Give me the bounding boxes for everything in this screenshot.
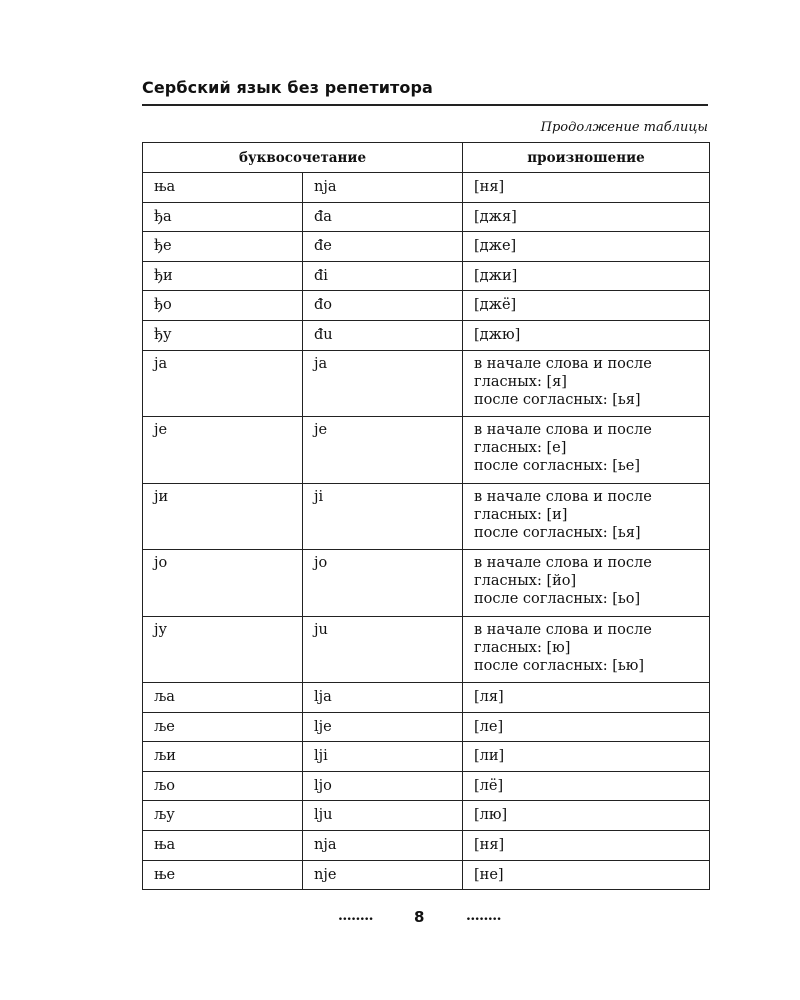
cell-cyrillic: ђо [143, 291, 303, 321]
table-row [143, 173, 710, 203]
pronunciation-after-consonant: после согласных: [ьо] [474, 591, 641, 608]
pronunciation-initial: в начале слова и после гласных: [йо] [474, 555, 652, 590]
cell-cyrillic: ју [143, 616, 303, 683]
page-header-title: Сербский язык без репетитора [142, 78, 433, 97]
table-header-row [143, 143, 710, 173]
cell-latin: lja [303, 683, 463, 713]
table-row [143, 417, 710, 484]
cell-cyrillic: ље [143, 712, 303, 742]
pronunciation-after-consonant: после согласных: [ье] [474, 458, 641, 475]
table-row [143, 616, 710, 683]
cell-cyrillic: ји [143, 483, 303, 550]
cell-pronunciation: [ли] [463, 742, 710, 772]
cell-cyrillic: ђе [143, 232, 303, 262]
cell-pronunciation: [ля] [463, 683, 710, 713]
cell-pronunciation [463, 350, 710, 417]
cell-latin: đe [303, 232, 463, 262]
cell-cyrillic: ља [143, 683, 303, 713]
cell-cyrillic: ђу [143, 320, 303, 350]
table-row [143, 742, 710, 772]
pronunciation-table [142, 142, 710, 890]
table-row [143, 801, 710, 831]
cell-cyrillic: љу [143, 801, 303, 831]
cell-pronunciation: [лё] [463, 771, 710, 801]
cell-pronunciation: [лю] [463, 801, 710, 831]
cell-latin: đi [303, 261, 463, 291]
cell-latin: lje [303, 712, 463, 742]
footer-dots-right: ........ [466, 908, 501, 924]
cell-pronunciation: [джю] [463, 320, 710, 350]
cell-pronunciation: [дже] [463, 232, 710, 262]
cell-latin: đo [303, 291, 463, 321]
cell-cyrillic: љи [143, 742, 303, 772]
table-row [143, 683, 710, 713]
pronunciation-after-consonant: после согласных: [ья] [474, 524, 641, 541]
cell-pronunciation: [ле] [463, 712, 710, 742]
table-row [143, 320, 710, 350]
table-row [143, 232, 710, 262]
cell-latin: đa [303, 202, 463, 232]
cell-pronunciation: [не] [463, 860, 710, 890]
table-row [143, 860, 710, 890]
table-row [143, 483, 710, 550]
table-continuation-note: Продолжение таблицы [540, 120, 708, 135]
cell-latin: jo [303, 550, 463, 617]
cell-pronunciation [463, 417, 710, 484]
cell-pronunciation: [ня] [463, 831, 710, 861]
cell-cyrillic: љо [143, 771, 303, 801]
cell-cyrillic: ња [143, 831, 303, 861]
cell-latin: je [303, 417, 463, 484]
table-row [143, 712, 710, 742]
page-number: 8 [414, 908, 425, 926]
header-pronunciation: произношение [463, 143, 710, 173]
cell-latin: ji [303, 483, 463, 550]
pronunciation-initial: в начале слова и после гласных: [ю] [474, 621, 652, 656]
footer-dots-left: ........ [338, 908, 373, 924]
pronunciation-initial: в начале слова и после гласных: [е] [474, 422, 652, 457]
cell-pronunciation [463, 550, 710, 617]
table-row [143, 771, 710, 801]
cell-latin: ju [303, 616, 463, 683]
cell-cyrillic: ја [143, 350, 303, 417]
cell-latin: nja [303, 173, 463, 203]
table-row [143, 350, 710, 417]
table-row [143, 261, 710, 291]
cell-cyrillic: је [143, 417, 303, 484]
pronunciation-after-consonant: после согласных: [ью] [474, 657, 645, 674]
table-row [143, 831, 710, 861]
cell-pronunciation: [джи] [463, 261, 710, 291]
cell-latin: lji [303, 742, 463, 772]
cell-cyrillic: ња [143, 173, 303, 203]
table-row [143, 202, 710, 232]
table-row [143, 550, 710, 617]
cell-pronunciation [463, 616, 710, 683]
cell-pronunciation [463, 483, 710, 550]
pronunciation-initial: в начале слова и после гласных: [и] [474, 488, 652, 523]
header-combination: буквосочетание [143, 143, 463, 173]
cell-pronunciation: [джё] [463, 291, 710, 321]
cell-latin: lju [303, 801, 463, 831]
cell-pronunciation: [джя] [463, 202, 710, 232]
cell-latin: ja [303, 350, 463, 417]
pronunciation-initial: в начале слова и после гласных: [я] [474, 355, 652, 390]
cell-latin: nje [303, 860, 463, 890]
cell-cyrillic: ђа [143, 202, 303, 232]
pronunciation-after-consonant: после согласных: [ья] [474, 391, 641, 408]
cell-pronunciation: [ня] [463, 173, 710, 203]
table-row [143, 291, 710, 321]
cell-latin: nja [303, 831, 463, 861]
cell-latin: đu [303, 320, 463, 350]
header-rule [142, 104, 708, 106]
cell-cyrillic: ње [143, 860, 303, 890]
cell-latin: ljo [303, 771, 463, 801]
cell-cyrillic: јо [143, 550, 303, 617]
cell-cyrillic: ђи [143, 261, 303, 291]
